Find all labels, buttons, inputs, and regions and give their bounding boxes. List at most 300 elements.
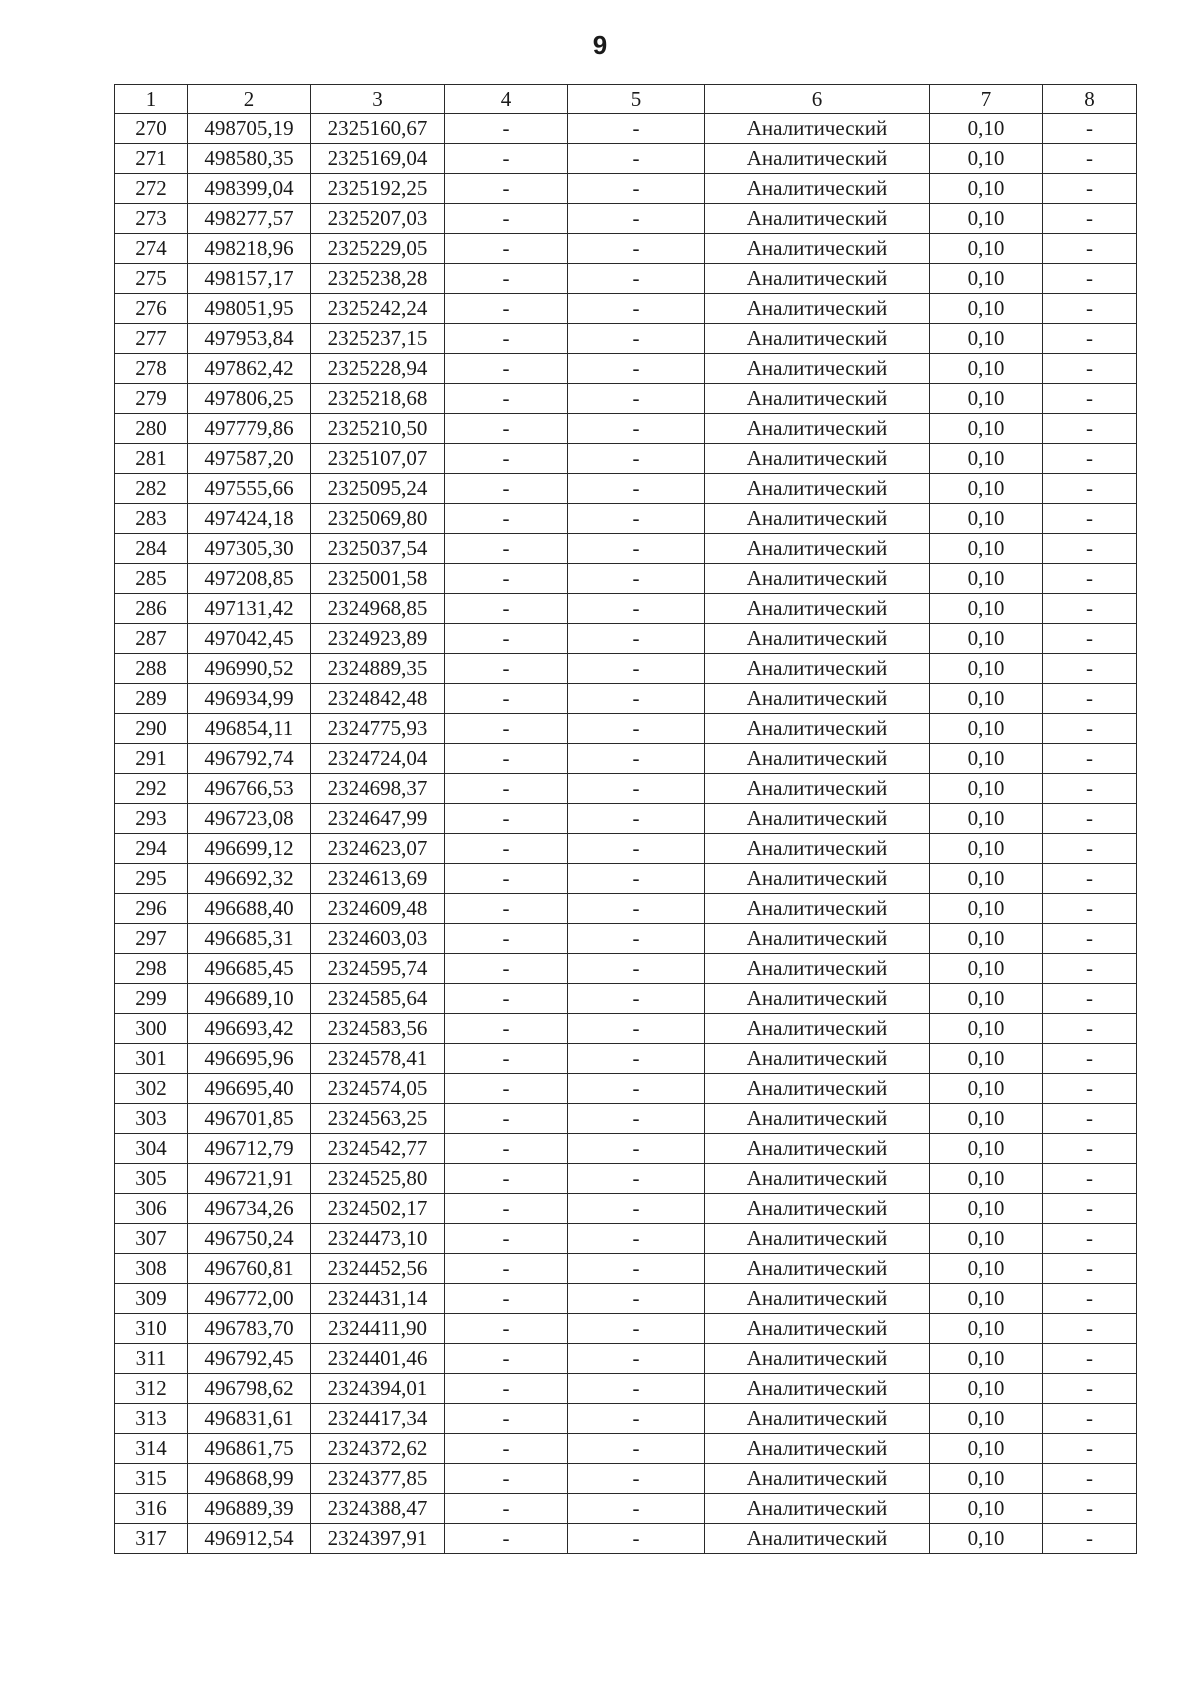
table-cell-col-2: 496688,40 — [188, 894, 311, 924]
table-cell-col-7: 0,10 — [930, 834, 1043, 864]
table-cell-col-5: - — [568, 174, 705, 204]
table-cell-col-1: 297 — [115, 924, 188, 954]
table-cell-col-5: - — [568, 1134, 705, 1164]
table-cell-col-2: 497131,42 — [188, 594, 311, 624]
table-row — [115, 1464, 1137, 1494]
table-cell-col-6: Аналитический — [705, 984, 930, 1014]
table-cell-col-8: - — [1043, 984, 1137, 1014]
table-cell-col-2: 497305,30 — [188, 534, 311, 564]
table-cell-col-3: 2324473,10 — [311, 1224, 445, 1254]
table-cell-col-2: 496760,81 — [188, 1254, 311, 1284]
table-cell-col-3: 2324842,48 — [311, 684, 445, 714]
table-cell-col-8: - — [1043, 294, 1137, 324]
table-cell-col-3: 2325228,94 — [311, 354, 445, 384]
table-cell-col-6: Аналитический — [705, 564, 930, 594]
table-cell-col-7: 0,10 — [930, 444, 1043, 474]
table-cell-col-8: - — [1043, 564, 1137, 594]
table-cell-col-3: 2324595,74 — [311, 954, 445, 984]
table-cell-col-7: 0,10 — [930, 1374, 1043, 1404]
table-cell-col-1: 291 — [115, 744, 188, 774]
table-cell-col-1: 315 — [115, 1464, 188, 1494]
table-row — [115, 684, 1137, 714]
table-cell-col-1: 276 — [115, 294, 188, 324]
table-cell-col-5: - — [568, 1314, 705, 1344]
table-cell-col-7: 0,10 — [930, 114, 1043, 144]
table-cell-col-4: - — [445, 324, 568, 354]
table-cell-col-8: - — [1043, 1344, 1137, 1374]
table-cell-col-1: 313 — [115, 1404, 188, 1434]
table-row — [115, 114, 1137, 144]
table-cell-col-3: 2324578,41 — [311, 1044, 445, 1074]
table-cell-col-8: - — [1043, 504, 1137, 534]
table-cell-col-8: - — [1043, 264, 1137, 294]
table-cell-col-8: - — [1043, 1494, 1137, 1524]
table-cell-col-1: 303 — [115, 1104, 188, 1134]
table-cell-col-1: 304 — [115, 1134, 188, 1164]
table-cell-col-3: 2324431,14 — [311, 1284, 445, 1314]
table-cell-col-1: 316 — [115, 1494, 188, 1524]
table-cell-col-2: 496889,39 — [188, 1494, 311, 1524]
table-row — [115, 1134, 1137, 1164]
table-cell-col-1: 310 — [115, 1314, 188, 1344]
table-cell-col-8: - — [1043, 1224, 1137, 1254]
table-cell-col-7: 0,10 — [930, 774, 1043, 804]
table-cell-col-5: - — [568, 804, 705, 834]
table-cell-col-2: 496693,42 — [188, 1014, 311, 1044]
table-cell-col-2: 496721,91 — [188, 1164, 311, 1194]
table-cell-col-4: - — [445, 1404, 568, 1434]
table-cell-col-5: - — [568, 114, 705, 144]
table-cell-col-4: - — [445, 534, 568, 564]
table-row — [115, 1314, 1137, 1344]
table-cell-col-7: 0,10 — [930, 1224, 1043, 1254]
table-cell-col-1: 277 — [115, 324, 188, 354]
table-row — [115, 1194, 1137, 1224]
table-cell-col-4: - — [445, 924, 568, 954]
table-cell-col-1: 311 — [115, 1344, 188, 1374]
table-cell-col-8: - — [1043, 834, 1137, 864]
table-cell-col-4: - — [445, 1464, 568, 1494]
table-cell-col-5: - — [568, 1044, 705, 1074]
table-cell-col-6: Аналитический — [705, 114, 930, 144]
table-cell-col-3: 2325207,03 — [311, 204, 445, 234]
table-row — [115, 384, 1137, 414]
table-cell-col-4: - — [445, 1104, 568, 1134]
table-cell-col-3: 2324603,03 — [311, 924, 445, 954]
table-cell-col-3: 2324377,85 — [311, 1464, 445, 1494]
table-cell-col-2: 498218,96 — [188, 234, 311, 264]
table-cell-col-4: - — [445, 1524, 568, 1554]
table-cell-col-8: - — [1043, 1074, 1137, 1104]
table-cell-col-7: 0,10 — [930, 1344, 1043, 1374]
table-cell-col-1: 283 — [115, 504, 188, 534]
table-row — [115, 1434, 1137, 1464]
table-cell-col-6: Аналитический — [705, 324, 930, 354]
table-cell-col-2: 496723,08 — [188, 804, 311, 834]
table-cell-col-5: - — [568, 1404, 705, 1434]
table-row — [115, 144, 1137, 174]
table-row — [115, 1044, 1137, 1074]
table-cell-col-6: Аналитический — [705, 294, 930, 324]
table-cell-col-5: - — [568, 1164, 705, 1194]
table-cell-col-7: 0,10 — [930, 294, 1043, 324]
table-cell-col-3: 2325160,67 — [311, 114, 445, 144]
table-cell-col-1: 271 — [115, 144, 188, 174]
table-cell-col-4: - — [445, 144, 568, 174]
table-cell-col-3: 2324394,01 — [311, 1374, 445, 1404]
table-cell-col-2: 497555,66 — [188, 474, 311, 504]
table-cell-col-6: Аналитический — [705, 1014, 930, 1044]
table-cell-col-6: Аналитический — [705, 1494, 930, 1524]
table-cell-col-1: 300 — [115, 1014, 188, 1044]
column-header-3: 3 — [311, 85, 445, 114]
table-cell-col-1: 281 — [115, 444, 188, 474]
table-cell-col-3: 2324647,99 — [311, 804, 445, 834]
table-cell-col-3: 2324968,85 — [311, 594, 445, 624]
table-cell-col-7: 0,10 — [930, 1404, 1043, 1434]
table-cell-col-4: - — [445, 984, 568, 1014]
table-cell-col-5: - — [568, 1074, 705, 1104]
table-cell-col-3: 2325001,58 — [311, 564, 445, 594]
table-cell-col-8: - — [1043, 1374, 1137, 1404]
table-cell-col-7: 0,10 — [930, 1164, 1043, 1194]
table-cell-col-7: 0,10 — [930, 684, 1043, 714]
table-cell-col-6: Аналитический — [705, 444, 930, 474]
table-cell-col-8: - — [1043, 1524, 1137, 1554]
table-cell-col-6: Аналитический — [705, 174, 930, 204]
table-cell-col-7: 0,10 — [930, 1104, 1043, 1134]
table-cell-col-3: 2324542,77 — [311, 1134, 445, 1164]
table-cell-col-8: - — [1043, 1044, 1137, 1074]
table-cell-col-7: 0,10 — [930, 924, 1043, 954]
table-cell-col-7: 0,10 — [930, 414, 1043, 444]
table-cell-col-5: - — [568, 294, 705, 324]
table-cell-col-4: - — [445, 1224, 568, 1254]
table-cell-col-8: - — [1043, 174, 1137, 204]
table-cell-col-5: - — [568, 474, 705, 504]
table-cell-col-7: 0,10 — [930, 474, 1043, 504]
table-cell-col-3: 2324585,64 — [311, 984, 445, 1014]
table-cell-col-3: 2324372,62 — [311, 1434, 445, 1464]
table-row — [115, 324, 1137, 354]
table-cell-col-6: Аналитический — [705, 1074, 930, 1104]
table-cell-col-1: 309 — [115, 1284, 188, 1314]
table-cell-col-5: - — [568, 1254, 705, 1284]
table-cell-col-7: 0,10 — [930, 564, 1043, 594]
table-cell-col-6: Аналитический — [705, 354, 930, 384]
table-cell-col-5: - — [568, 354, 705, 384]
table-cell-col-7: 0,10 — [930, 1494, 1043, 1524]
table-cell-col-5: - — [568, 654, 705, 684]
table-cell-col-8: - — [1043, 144, 1137, 174]
table-cell-col-8: - — [1043, 654, 1137, 684]
table-cell-col-5: - — [568, 564, 705, 594]
table-cell-col-6: Аналитический — [705, 1284, 930, 1314]
table-cell-col-3: 2324583,56 — [311, 1014, 445, 1044]
table-cell-col-8: - — [1043, 384, 1137, 414]
table-cell-col-2: 498157,17 — [188, 264, 311, 294]
table-cell-col-5: - — [568, 1014, 705, 1044]
table-row — [115, 594, 1137, 624]
table-cell-col-8: - — [1043, 354, 1137, 384]
table-cell-col-6: Аналитический — [705, 1254, 930, 1284]
table-cell-col-2: 498277,57 — [188, 204, 311, 234]
table-row — [115, 504, 1137, 534]
table-cell-col-5: - — [568, 1524, 705, 1554]
table-cell-col-7: 0,10 — [930, 594, 1043, 624]
table-cell-col-1: 287 — [115, 624, 188, 654]
table-cell-col-1: 274 — [115, 234, 188, 264]
table-cell-col-3: 2324698,37 — [311, 774, 445, 804]
table-cell-col-7: 0,10 — [930, 1074, 1043, 1104]
table-row — [115, 1224, 1137, 1254]
table-row — [115, 444, 1137, 474]
table-cell-col-8: - — [1043, 774, 1137, 804]
table-cell-col-2: 496685,31 — [188, 924, 311, 954]
table-cell-col-5: - — [568, 924, 705, 954]
table-cell-col-2: 496854,11 — [188, 714, 311, 744]
table-cell-col-7: 0,10 — [930, 1044, 1043, 1074]
table-cell-col-1: 292 — [115, 774, 188, 804]
table-cell-col-3: 2324388,47 — [311, 1494, 445, 1524]
table-cell-col-7: 0,10 — [930, 324, 1043, 354]
table-cell-col-4: - — [445, 1284, 568, 1314]
table-cell-col-2: 496701,85 — [188, 1104, 311, 1134]
table-cell-col-2: 497862,42 — [188, 354, 311, 384]
table-cell-col-2: 496699,12 — [188, 834, 311, 864]
table-cell-col-6: Аналитический — [705, 1044, 930, 1074]
table-cell-col-4: - — [445, 174, 568, 204]
table-cell-col-4: - — [445, 264, 568, 294]
table-row — [115, 984, 1137, 1014]
table-cell-col-4: - — [445, 1434, 568, 1464]
table-row — [115, 1074, 1137, 1104]
table-cell-col-4: - — [445, 504, 568, 534]
table-cell-col-1: 305 — [115, 1164, 188, 1194]
table-cell-col-8: - — [1043, 924, 1137, 954]
table-cell-col-1: 312 — [115, 1374, 188, 1404]
table-cell-col-7: 0,10 — [930, 204, 1043, 234]
table-cell-col-7: 0,10 — [930, 504, 1043, 534]
table-cell-col-2: 496695,96 — [188, 1044, 311, 1074]
table-row — [115, 624, 1137, 654]
table-cell-col-3: 2325107,07 — [311, 444, 445, 474]
table-cell-col-6: Аналитический — [705, 1194, 930, 1224]
table-cell-col-7: 0,10 — [930, 534, 1043, 564]
table-cell-col-5: - — [568, 324, 705, 354]
table-row — [115, 474, 1137, 504]
table-cell-col-5: - — [568, 1494, 705, 1524]
table-cell-col-6: Аналитический — [705, 1164, 930, 1194]
table-cell-col-6: Аналитический — [705, 774, 930, 804]
table-cell-col-7: 0,10 — [930, 894, 1043, 924]
table-cell-col-1: 293 — [115, 804, 188, 834]
table-cell-col-8: - — [1043, 324, 1137, 354]
table-cell-col-7: 0,10 — [930, 1464, 1043, 1494]
table-cell-col-2: 496934,99 — [188, 684, 311, 714]
table-cell-col-2: 498399,04 — [188, 174, 311, 204]
table-cell-col-2: 497953,84 — [188, 324, 311, 354]
table-cell-col-8: - — [1043, 804, 1137, 834]
table-cell-col-1: 299 — [115, 984, 188, 1014]
table-cell-col-4: - — [445, 204, 568, 234]
table-cell-col-1: 317 — [115, 1524, 188, 1554]
table-cell-col-2: 496861,75 — [188, 1434, 311, 1464]
table-cell-col-3: 2324525,80 — [311, 1164, 445, 1194]
table-cell-col-8: - — [1043, 1464, 1137, 1494]
table-row — [115, 294, 1137, 324]
table-cell-col-6: Аналитический — [705, 534, 930, 564]
table-cell-col-6: Аналитический — [705, 384, 930, 414]
table-cell-col-2: 496792,74 — [188, 744, 311, 774]
table-cell-col-8: - — [1043, 594, 1137, 624]
table-cell-col-6: Аналитический — [705, 474, 930, 504]
table-cell-col-4: - — [445, 564, 568, 594]
table-cell-col-1: 284 — [115, 534, 188, 564]
table-row — [115, 204, 1137, 234]
table-cell-col-3: 2324401,46 — [311, 1344, 445, 1374]
table-cell-col-5: - — [568, 894, 705, 924]
table-row — [115, 174, 1137, 204]
table-row — [115, 804, 1137, 834]
table-cell-col-1: 270 — [115, 114, 188, 144]
table-cell-col-7: 0,10 — [930, 1314, 1043, 1344]
table-cell-col-5: - — [568, 1374, 705, 1404]
table-row — [115, 534, 1137, 564]
table-cell-col-5: - — [568, 444, 705, 474]
table-cell-col-2: 496750,24 — [188, 1224, 311, 1254]
table-cell-col-6: Аналитический — [705, 1374, 930, 1404]
table-cell-col-7: 0,10 — [930, 714, 1043, 744]
table-cell-col-2: 496798,62 — [188, 1374, 311, 1404]
table-cell-col-6: Аналитический — [705, 624, 930, 654]
table-cell-col-6: Аналитический — [705, 1404, 930, 1434]
table-row — [115, 834, 1137, 864]
table-cell-col-5: - — [568, 144, 705, 174]
table-cell-col-4: - — [445, 414, 568, 444]
table-cell-col-1: 307 — [115, 1224, 188, 1254]
table-cell-col-5: - — [568, 684, 705, 714]
table-row — [115, 1104, 1137, 1134]
table-cell-col-6: Аналитический — [705, 594, 930, 624]
table-cell-col-1: 295 — [115, 864, 188, 894]
table-cell-col-1: 282 — [115, 474, 188, 504]
table-row — [115, 564, 1137, 594]
table-row — [115, 414, 1137, 444]
table-cell-col-6: Аналитический — [705, 1344, 930, 1374]
table-cell-col-6: Аналитический — [705, 1314, 930, 1344]
table-cell-col-2: 496685,45 — [188, 954, 311, 984]
table-cell-col-5: - — [568, 774, 705, 804]
table-cell-col-6: Аналитический — [705, 264, 930, 294]
table-cell-col-7: 0,10 — [930, 264, 1043, 294]
table-cell-col-4: - — [445, 114, 568, 144]
table-cell-col-3: 2325192,25 — [311, 174, 445, 204]
table-cell-col-4: - — [445, 1194, 568, 1224]
table-cell-col-8: - — [1043, 624, 1137, 654]
column-header-4: 4 — [445, 85, 568, 114]
table-cell-col-1: 289 — [115, 684, 188, 714]
table-cell-col-6: Аналитический — [705, 1434, 930, 1464]
table-cell-col-1: 272 — [115, 174, 188, 204]
table-cell-col-2: 496912,54 — [188, 1524, 311, 1554]
table-cell-col-7: 0,10 — [930, 1014, 1043, 1044]
table-cell-col-6: Аналитический — [705, 924, 930, 954]
table-row — [115, 864, 1137, 894]
table-cell-col-5: - — [568, 1194, 705, 1224]
table-cell-col-7: 0,10 — [930, 1284, 1043, 1314]
table-cell-col-1: 290 — [115, 714, 188, 744]
table-cell-col-8: - — [1043, 954, 1137, 984]
table-cell-col-6: Аналитический — [705, 894, 930, 924]
table-cell-col-5: - — [568, 264, 705, 294]
table-row — [115, 714, 1137, 744]
table-cell-col-4: - — [445, 714, 568, 744]
table-cell-col-2: 498705,19 — [188, 114, 311, 144]
table-cell-col-8: - — [1043, 684, 1137, 714]
table-cell-col-5: - — [568, 714, 705, 744]
table-cell-col-4: - — [445, 444, 568, 474]
table-row — [115, 1524, 1137, 1554]
table-cell-col-7: 0,10 — [930, 354, 1043, 384]
table-cell-col-1: 280 — [115, 414, 188, 444]
table-cell-col-7: 0,10 — [930, 174, 1043, 204]
table-cell-col-8: - — [1043, 1434, 1137, 1464]
table-cell-col-2: 496689,10 — [188, 984, 311, 1014]
table-row — [115, 1404, 1137, 1434]
table-cell-col-3: 2324613,69 — [311, 864, 445, 894]
column-header-2: 2 — [188, 85, 311, 114]
table-row — [115, 354, 1137, 384]
table-cell-col-5: - — [568, 864, 705, 894]
table-cell-col-2: 496695,40 — [188, 1074, 311, 1104]
table-cell-col-3: 2324411,90 — [311, 1314, 445, 1344]
table-cell-col-3: 2324609,48 — [311, 894, 445, 924]
table-cell-col-4: - — [445, 804, 568, 834]
table-cell-col-4: - — [445, 684, 568, 714]
table-cell-col-2: 497587,20 — [188, 444, 311, 474]
table-cell-col-3: 2324452,56 — [311, 1254, 445, 1284]
page-number: 9 — [592, 30, 608, 60]
table-cell-col-8: - — [1043, 1404, 1137, 1434]
table-cell-col-8: - — [1043, 864, 1137, 894]
table-cell-col-1: 301 — [115, 1044, 188, 1074]
table-cell-col-7: 0,10 — [930, 804, 1043, 834]
table-cell-col-6: Аналитический — [705, 234, 930, 264]
table-cell-col-5: - — [568, 1224, 705, 1254]
table-cell-col-5: - — [568, 624, 705, 654]
table-cell-col-2: 496766,53 — [188, 774, 311, 804]
table-cell-col-2: 497208,85 — [188, 564, 311, 594]
table-cell-col-8: - — [1043, 414, 1137, 444]
table-cell-col-8: - — [1043, 894, 1137, 924]
table-cell-col-2: 497779,86 — [188, 414, 311, 444]
table-cell-col-3: 2324775,93 — [311, 714, 445, 744]
table-cell-col-6: Аналитический — [705, 204, 930, 234]
table-cell-col-4: - — [445, 384, 568, 414]
table-cell-col-3: 2325095,24 — [311, 474, 445, 504]
table-cell-col-1: 279 — [115, 384, 188, 414]
table-cell-col-7: 0,10 — [930, 1434, 1043, 1464]
table-cell-col-5: - — [568, 414, 705, 444]
table-cell-col-8: - — [1043, 1284, 1137, 1314]
table-cell-col-1: 275 — [115, 264, 188, 294]
table-cell-col-5: - — [568, 834, 705, 864]
table-cell-col-4: - — [445, 654, 568, 684]
table-cell-col-1: 306 — [115, 1194, 188, 1224]
table-cell-col-6: Аналитический — [705, 864, 930, 894]
table-cell-col-7: 0,10 — [930, 954, 1043, 984]
